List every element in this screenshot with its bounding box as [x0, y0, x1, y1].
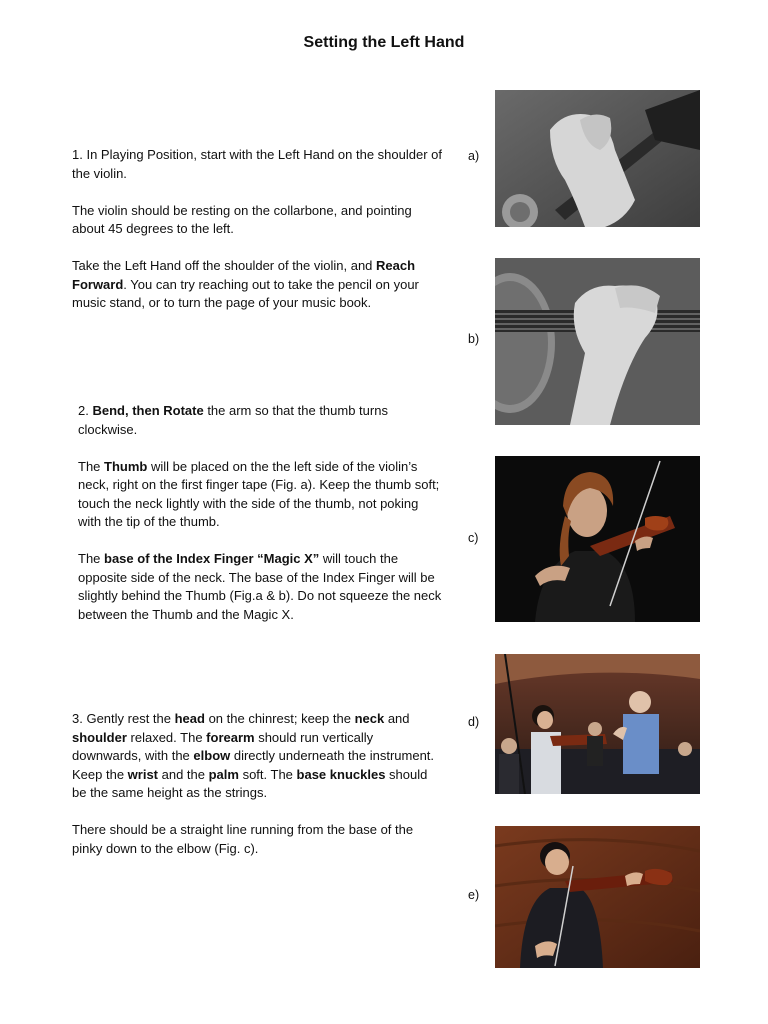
- text-run: The: [78, 458, 105, 474]
- bold-term: head: [174, 711, 205, 726]
- bold-term: palm: [208, 766, 239, 782]
- section-2-paragraph-2: [78, 458, 444, 532]
- text-run: 3. Gently rest the: [72, 711, 175, 726]
- bold-term: shoulder: [72, 729, 127, 745]
- violinist-performing-photo: [495, 456, 700, 622]
- young-violinist-with-conductor-photo: [495, 654, 700, 794]
- bold-term: elbow: [193, 748, 231, 763]
- bold-term: wrist: [127, 766, 158, 782]
- section-3: [72, 710, 444, 858]
- bold-term: base of the Index Finger “Magic X”: [104, 551, 320, 566]
- text-run: soft. The: [238, 766, 297, 782]
- figure-label-d: d): [468, 715, 480, 729]
- text-run: 2.: [78, 403, 93, 418]
- text-run: Take the Left Hand off the shoulder of the violin, and: [72, 258, 377, 273]
- section-2: [78, 402, 444, 624]
- violin-fingerboard-hand-photo: [495, 258, 700, 425]
- section-1-paragraph-3: [72, 257, 444, 313]
- section-2-paragraph-1: [78, 402, 444, 439]
- bold-term: Reach Forward: [72, 258, 416, 292]
- section-2-paragraph-3: [78, 550, 444, 624]
- section-3-paragraph-1: [72, 710, 444, 803]
- page-title: Setting the Left Hand: [303, 34, 465, 51]
- text-run: The: [78, 551, 105, 566]
- bold-term: Bend, then Rotate: [92, 403, 204, 418]
- text-run: will be placed on the the left side of the violin’s neck, right on the first finger tape (Fig. a). Keep the thumb soft; touch the neck lightly with the side of the thumb, not poking with the tip of the thumb.: [78, 458, 440, 529]
- text-run: relaxed. The: [126, 729, 207, 745]
- bold-term: neck: [354, 711, 385, 726]
- figure-label-b: b): [468, 332, 480, 346]
- section-1: [72, 146, 444, 313]
- figure-label-a: a): [468, 149, 480, 163]
- text-run: should be the same height as the strings.: [72, 766, 428, 800]
- figure-label-c: c): [468, 531, 479, 545]
- bold-term: base knuckles: [296, 766, 386, 782]
- text-run: should run vertically downwards, with the: [72, 729, 374, 763]
- text-run: the arm so that the thumb turns clockwise.: [78, 403, 388, 437]
- figure-label-e: e): [468, 888, 480, 902]
- bold-term: Thumb: [104, 458, 148, 474]
- section-3-paragraph-2: There should be a straight line running from the base of the pinky down to the elbow (Fig. c).: [72, 822, 414, 856]
- section-1-paragraph-2: The violin should be resting on the collarbone, and pointing about 45 degrees to the left.: [72, 202, 412, 236]
- violin-scroll-hand-photo: [495, 90, 700, 227]
- bold-term: forearm: [206, 729, 255, 745]
- text-run: . You can try reaching out to take the pencil on your music stand, or to turn the page of your music book.: [72, 276, 419, 310]
- text-run: will touch the opposite side of the neck. The base of the Index Finger will be slightly behind the Thumb (Fig.a & b). Do not squeeze the neck between the Thumb and the Magic X.: [78, 551, 442, 622]
- text-run: and: [384, 711, 410, 726]
- section-1-paragraph-1: 1. In Playing Position, start with the Left Hand on the shoulder of the violin.: [72, 147, 442, 181]
- text-run: directly underneath the instrument. Keep the: [72, 748, 435, 782]
- young-boy-violinist-photo: [495, 826, 700, 968]
- text-run: and the: [158, 766, 209, 782]
- text-run: on the chinrest; keep the: [204, 711, 355, 726]
